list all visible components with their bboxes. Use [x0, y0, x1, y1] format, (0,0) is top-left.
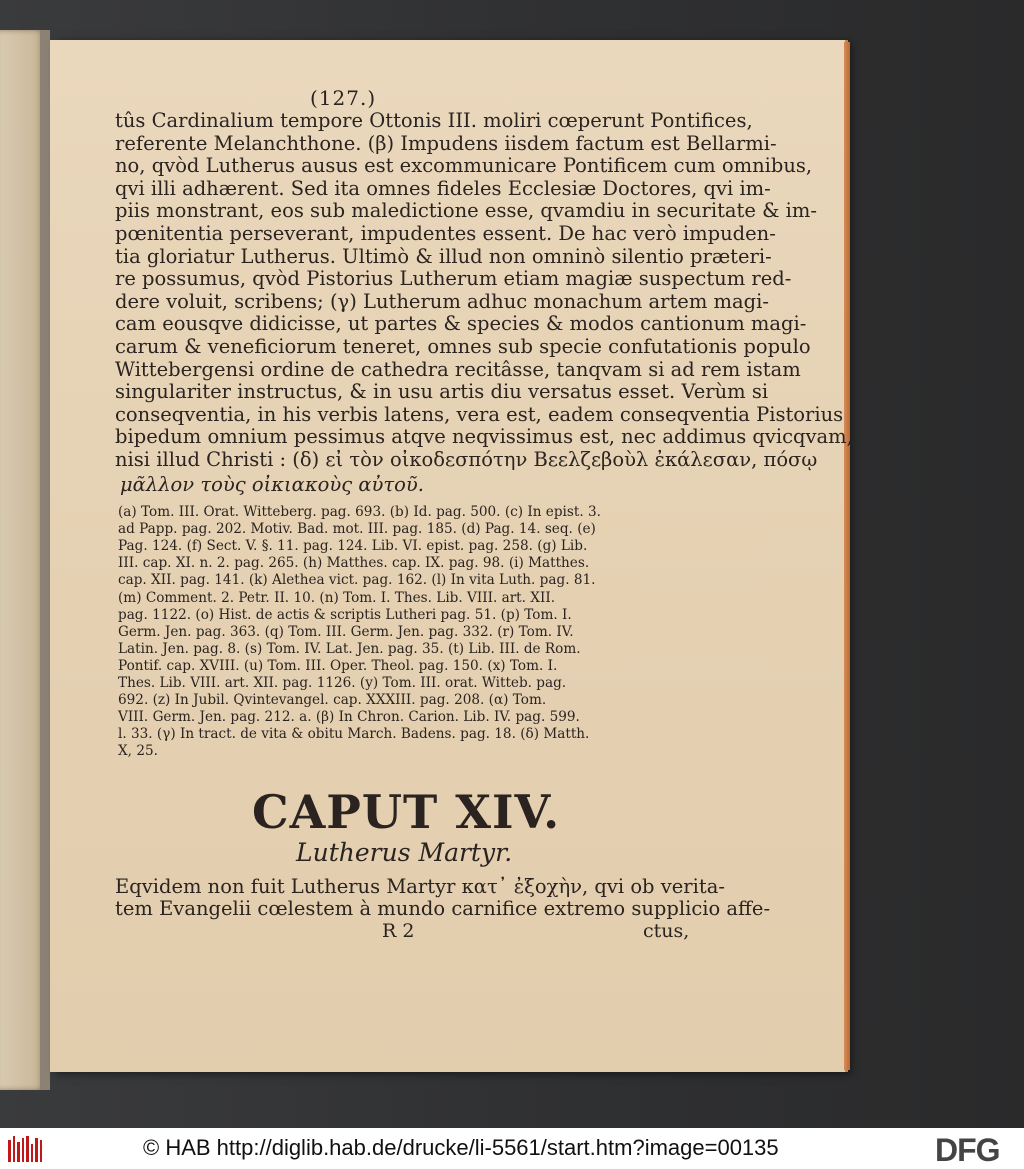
body-line: nisi illud Christi : (δ) εἰ τὸν οἰκοδεσπότην Βεελζεβοὺλ ἐκάλεσαν, πόσῳ: [115, 448, 818, 471]
body-line: referente Melanchthone. (β) Impudens iisdem factum est Bellarmi-: [115, 131, 777, 155]
chapter-line: tem Evangelii cœlestem à mundo carnifice extremo supplicio affe-: [115, 897, 771, 920]
footnote-line: ad Papp. pag. 202. Motiv. Bad. mot. III. pag. 185. (d) Pag. 14. seq. (e): [118, 521, 596, 538]
body-line: bipedum omnium pessimus atqve neqvissimus est, nec addimus qvicqvam,: [115, 425, 853, 449]
body-line: tia gloriatur Lutherus. Ultimò & illud non omninò silentio præteri-: [115, 244, 772, 268]
body-line: piis monstrant, eos sub maledictione esse, qvamdiu in securitate & im-: [115, 199, 817, 223]
page-fore-edge: [844, 42, 850, 1070]
body-line: cam eousqve didicisse, ut partes & species & modos cantionum magi-: [115, 312, 807, 336]
book-gutter: [40, 30, 50, 1090]
footnote-line: l. 33. (γ) In tract. de vita & obitu March. Badens. pag. 18. (δ) Matth.: [118, 726, 590, 743]
footnote-line: Pag. 124. (f) Sect. V. §. 11. pag. 124. Lib. VI. epist. pag. 258. (g) Lib.: [118, 538, 588, 555]
footnote-line: Pontif. cap. XVIII. (u) Tom. III. Oper. Theol. pag. 150. (x) Tom. I.: [118, 657, 558, 674]
body-line: tûs Cardinalium tempore Ottonis III. moliri cœperunt Pontifices,: [115, 109, 753, 132]
body-line: carum & veneficiorum teneret, omnes sub specie confutationis populo: [115, 335, 811, 358]
signature-mark: R 2: [382, 920, 415, 942]
chapter-subtitle: Lutherus Martyr.: [296, 838, 513, 867]
footnote-line: (m) Comment. 2. Petr. II. 10. (n) Tom. I. Thes. Lib. VIII. art. XII.: [118, 589, 556, 606]
body-line: re possumus, qvòd Pistorius Lutherum etiam magiæ suspectum red-: [115, 267, 792, 291]
footnote-line: (a) Tom. III. Orat. Witteberg. pag. 693. (b) Id. pag. 500. (c) In epist. 3.: [118, 504, 601, 520]
footnote-line: pag. 1122. (o) Hist. de actis & scriptis Lutheri pag. 51. (p) Tom. I.: [118, 606, 572, 623]
catchword: ctus,: [643, 920, 690, 942]
footnote-line: 692. (z) In Jubil. Qvintevangel. cap. XXXIII. pag. 208. (α) Tom.: [118, 692, 547, 709]
body-line: dere voluit, scribens; (γ) Lutherum adhuc monachum artem magi-: [115, 289, 769, 313]
footer-bar: [0, 1128, 1024, 1169]
chapter-line: Eqvidem non fuit Lutherus Martyr κατ᾽ ἐξοχὴν, qvi ob verita-: [115, 875, 725, 898]
body-line: Wittebergensi ordine de cathedra recitâsse, tanqvam si ad rem istam: [115, 357, 801, 381]
copyright-link[interactable]: © HAB http://diglib.hab.de/drucke/li-5561/start.htm?image=00135: [143, 1135, 779, 1160]
footnote-line: Germ. Jen. pag. 363. (q) Tom. III. Germ. Jen. pag. 332. (r) Tom. IV.: [118, 623, 574, 640]
footnote-line: VIII. Germ. Jen. pag. 212. a. (β) In Chron. Carion. Lib. IV. pag. 599.: [118, 709, 580, 726]
body-line: pœnitentia perseverant, impudentes essent. De hac verò impuden-: [115, 222, 776, 245]
body-line: conseqventia, in his verbis latens, vera est, eadem conseqventia Pistorius: [115, 402, 844, 426]
footnote-line: X, 25.: [118, 743, 158, 760]
footnote-line: III. cap. XI. n. 2. pag. 265. (h) Matthes. cap. IX. pag. 98. (i) Matthes.: [118, 555, 590, 572]
body-line: qvi illi adhærent. Sed ita omnes fideles Ecclesiæ Doctores, qvi im-: [115, 176, 771, 200]
page-header: (127.): [310, 86, 377, 110]
dfg-logo: DFG: [935, 1132, 1000, 1168]
footnote-line: Latin. Jen. pag. 8. (s) Tom. IV. Lat. Jen. pag. 35. (t) Lib. III. de Rom.: [118, 640, 581, 657]
greek-line: μᾶλλον τοὺς οἰκιακοὺς αὐτοῦ.: [120, 473, 424, 496]
hab-logo-icon: [8, 1134, 42, 1162]
body-line: singulariter instructus, & in usu artis diu versatus esset. Verùm si: [115, 380, 769, 404]
body-line: no, qvòd Lutherus ausus est excommunicare Pontificem cum omnibus,: [115, 154, 813, 178]
footnote-line: cap. XII. pag. 141. (k) Alethea vict. pag. 162. (l) In vita Luth. pag. 81.: [118, 572, 596, 589]
chapter-title: CAPUT XIV.: [252, 785, 561, 839]
footnote-line: Thes. Lib. VIII. art. XII. pag. 1126. (y) Tom. III. orat. Witteb. pag.: [118, 675, 567, 691]
